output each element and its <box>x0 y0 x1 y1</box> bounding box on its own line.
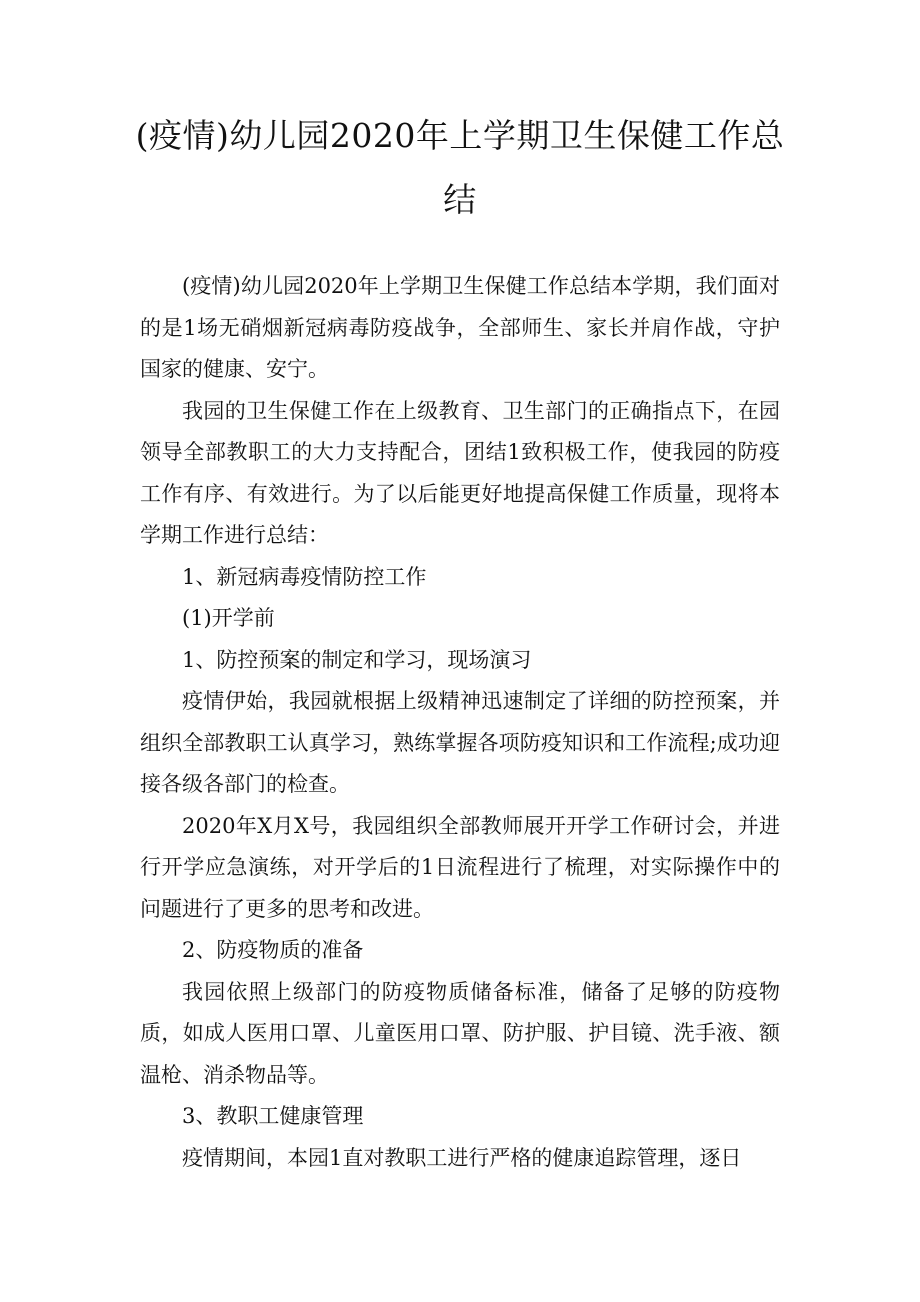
paragraph-staff-health: 疫情期间，本园1直对教职工进行严格的健康追踪管理，逐日 <box>182 1145 742 1170</box>
paragraph-supplies: 我园依照上级部门的防疫物质储备标准，储备了足够的防疫物质，如成人医用口罩、儿童医用口罩、防护服、护目镜、洗手液、额温枪、消杀物品等。 <box>140 979 780 1087</box>
heading-epidemic-control: 1、新冠病毒疫情防控工作 <box>182 564 427 589</box>
heading-prevention-plan: 1、防控预案的制定和学习，现场演习 <box>182 647 532 672</box>
document-title: (疫情)幼儿园2020年上学期卫生保健工作总结 <box>135 116 785 219</box>
paragraph-drill: 2020年X月X号，我园组织全部教师展开开学工作研讨会，并进行开学应急演练，对开学后的1日流程进行了梳理，对实际操作中的问题进行了更多的思考和改进。 <box>140 813 780 921</box>
document-body <box>140 266 780 1179</box>
heading-supplies: 2、防疫物质的准备 <box>182 938 364 962</box>
paragraph-overview: 我园的卫生保健工作在上级教育、卫生部门的正确指点下，在园领导全部教职工的大力支持配合，团结1致积极工作，使我园的防疫工作有序、有效进行。为了以后能更好地提高保健工作质量，现将本学期工作进行总结： <box>140 398 780 547</box>
paragraph-intro: (疫情)幼儿园2020年上学期卫生保健工作总结本学期，我们面对的是1场无硝烟新冠病毒防疫战争，全部师生、家长并肩作战，守护国家的健康、安宁。 <box>140 274 780 381</box>
heading-staff-health: 3、教职工健康管理 <box>182 1104 364 1128</box>
paragraph-prevention-plan: 疫情伊始，我园就根据上级精神迅速制定了详细的防控预案，并组织全部教职工认真学习，熟练掌握各项防疫知识和工作流程;成功迎接各级各部门的检查。 <box>140 689 780 796</box>
heading-before-school: (1)开学前 <box>182 606 275 630</box>
